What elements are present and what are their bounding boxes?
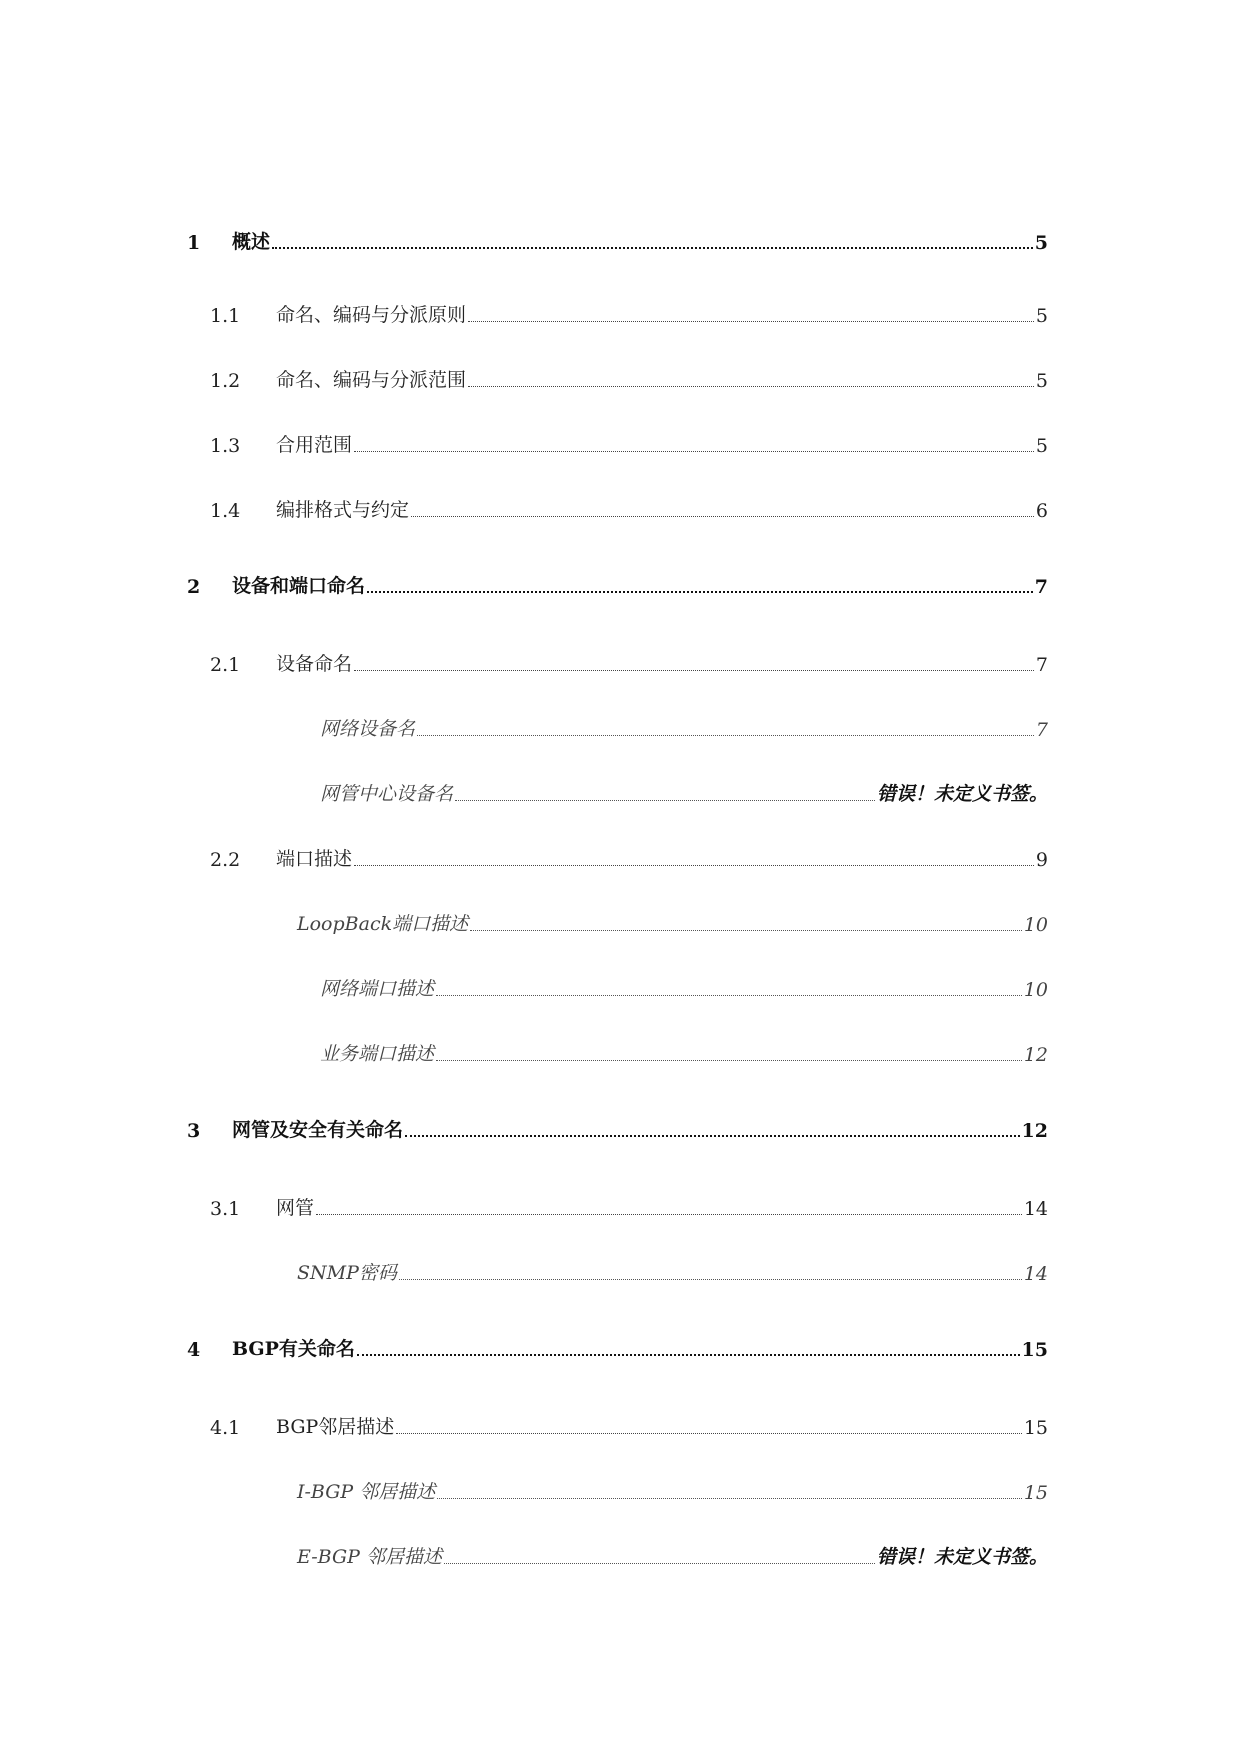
toc-entry-1[interactable] (187, 226, 1048, 254)
toc-title: 命名、编码与分派原则 (276, 304, 467, 326)
toc-title: 网管及安全有关命名 (232, 1119, 404, 1141)
toc-number: 3.1 (210, 1198, 241, 1220)
toc-page: 12 (1023, 1044, 1048, 1066)
toc-leader (354, 864, 1034, 866)
toc-entry-4-1[interactable] (210, 1411, 1048, 1439)
toc-page: 12 (1021, 1120, 1048, 1142)
toc-entry-ibgp-neighbor-desc[interactable] (297, 1476, 1048, 1504)
toc-entry-3-1[interactable] (210, 1192, 1048, 1220)
toc-leader (354, 669, 1034, 671)
toc-entry-3[interactable] (187, 1114, 1048, 1142)
toc-entry-1-4[interactable] (210, 494, 1048, 522)
toc-leader (470, 929, 1022, 931)
toc-title: 端口描述 (276, 848, 353, 870)
toc-leader (436, 994, 1022, 996)
toc-entry-loopback-port-desc[interactable] (297, 908, 1048, 936)
toc-entry-1-3[interactable] (210, 429, 1048, 457)
toc-number: 1.1 (210, 305, 241, 327)
toc-title: I-BGP 邻居描述 (297, 1481, 436, 1503)
toc-title: 设备和端口命名 (232, 575, 366, 597)
toc-page: 5 (1035, 305, 1048, 327)
toc-page: 15 (1023, 1417, 1048, 1439)
toc-number: 1.2 (210, 370, 241, 392)
toc-number: 3 (187, 1120, 201, 1142)
toc-leader (354, 450, 1034, 452)
toc-page-error: 错误！未定义书签。 (876, 1546, 1048, 1568)
toc-page: 7 (1035, 654, 1048, 676)
toc-leader (405, 1134, 1020, 1137)
toc-page: 14 (1023, 1198, 1048, 1220)
toc-number: 1.3 (210, 435, 241, 457)
toc-number: 1.4 (210, 500, 241, 522)
toc-leader (316, 1213, 1022, 1215)
toc-title: 编排格式与约定 (276, 499, 410, 521)
toc-page: 7 (1034, 576, 1048, 598)
toc-title: 设备命名 (276, 653, 353, 675)
toc-number: 2 (187, 576, 201, 598)
toc-leader (417, 734, 1034, 736)
toc-title: 命名、编码与分派范围 (276, 369, 467, 391)
toc-leader (468, 385, 1034, 387)
toc-title: 网络设备名 (320, 718, 416, 740)
toc-leader (411, 515, 1034, 517)
toc-leader (357, 1353, 1020, 1356)
toc-title: 合用范围 (276, 434, 353, 456)
toc-title: 网管 (276, 1197, 315, 1219)
toc-page: 9 (1035, 849, 1048, 871)
toc-entry-network-device-name[interactable] (320, 713, 1048, 741)
toc-page: 14 (1023, 1263, 1048, 1285)
toc-number: 4 (187, 1339, 201, 1361)
toc-leader (396, 1432, 1022, 1434)
toc-number: 2.1 (210, 654, 241, 676)
toc-title: 概述 (232, 231, 271, 253)
toc-leader (399, 1278, 1022, 1280)
toc-page: 5 (1034, 232, 1048, 254)
toc-entry-2[interactable] (187, 570, 1048, 598)
toc-leader (444, 1562, 875, 1564)
toc-page: 7 (1035, 719, 1048, 741)
toc-leader (367, 590, 1033, 593)
toc-entry-network-port-desc[interactable] (320, 973, 1048, 1001)
toc-title: SNMP密码 (297, 1262, 397, 1284)
toc-leader (468, 320, 1034, 322)
toc-title: E-BGP 邻居描述 (297, 1546, 442, 1568)
toc-number: 4.1 (210, 1417, 241, 1439)
toc-entry-ebgp-neighbor-desc[interactable] (297, 1541, 1048, 1569)
toc-number: 1 (187, 232, 201, 254)
toc-page-error: 错误！未定义书签。 (876, 783, 1048, 805)
toc-page: 5 (1035, 435, 1048, 457)
toc-entry-4[interactable] (187, 1333, 1048, 1361)
toc-leader (437, 1497, 1022, 1499)
toc-title: BGP邻居描述 (276, 1416, 395, 1438)
toc-entry-1-1[interactable] (210, 299, 1048, 327)
toc-title: BGP有关命名 (232, 1338, 355, 1360)
toc-page: 10 (1023, 979, 1048, 1001)
toc-page: 5 (1035, 370, 1048, 392)
toc-leader (272, 246, 1033, 249)
toc-page: 6 (1035, 500, 1048, 522)
toc-entry-snmp-password[interactable] (297, 1257, 1048, 1285)
toc-number: 2.2 (210, 849, 241, 871)
toc-entry-2-2[interactable] (210, 843, 1048, 871)
toc-leader (436, 1059, 1022, 1061)
toc-entry-1-2[interactable] (210, 364, 1048, 392)
toc-page: 15 (1023, 1482, 1048, 1504)
toc-title: 业务端口描述 (320, 1043, 435, 1065)
toc-page: 15 (1021, 1339, 1048, 1361)
toc-entry-2-1[interactable] (210, 648, 1048, 676)
toc-entry-service-port-desc[interactable] (320, 1038, 1048, 1066)
toc-leader (455, 799, 875, 801)
toc-page: 10 (1023, 914, 1048, 936)
toc-title: LoopBack端口描述 (297, 913, 469, 935)
toc-entry-nms-center-device-name[interactable] (320, 778, 1048, 806)
toc-title: 网管中心设备名 (320, 783, 454, 805)
toc-title: 网络端口描述 (320, 978, 435, 1000)
